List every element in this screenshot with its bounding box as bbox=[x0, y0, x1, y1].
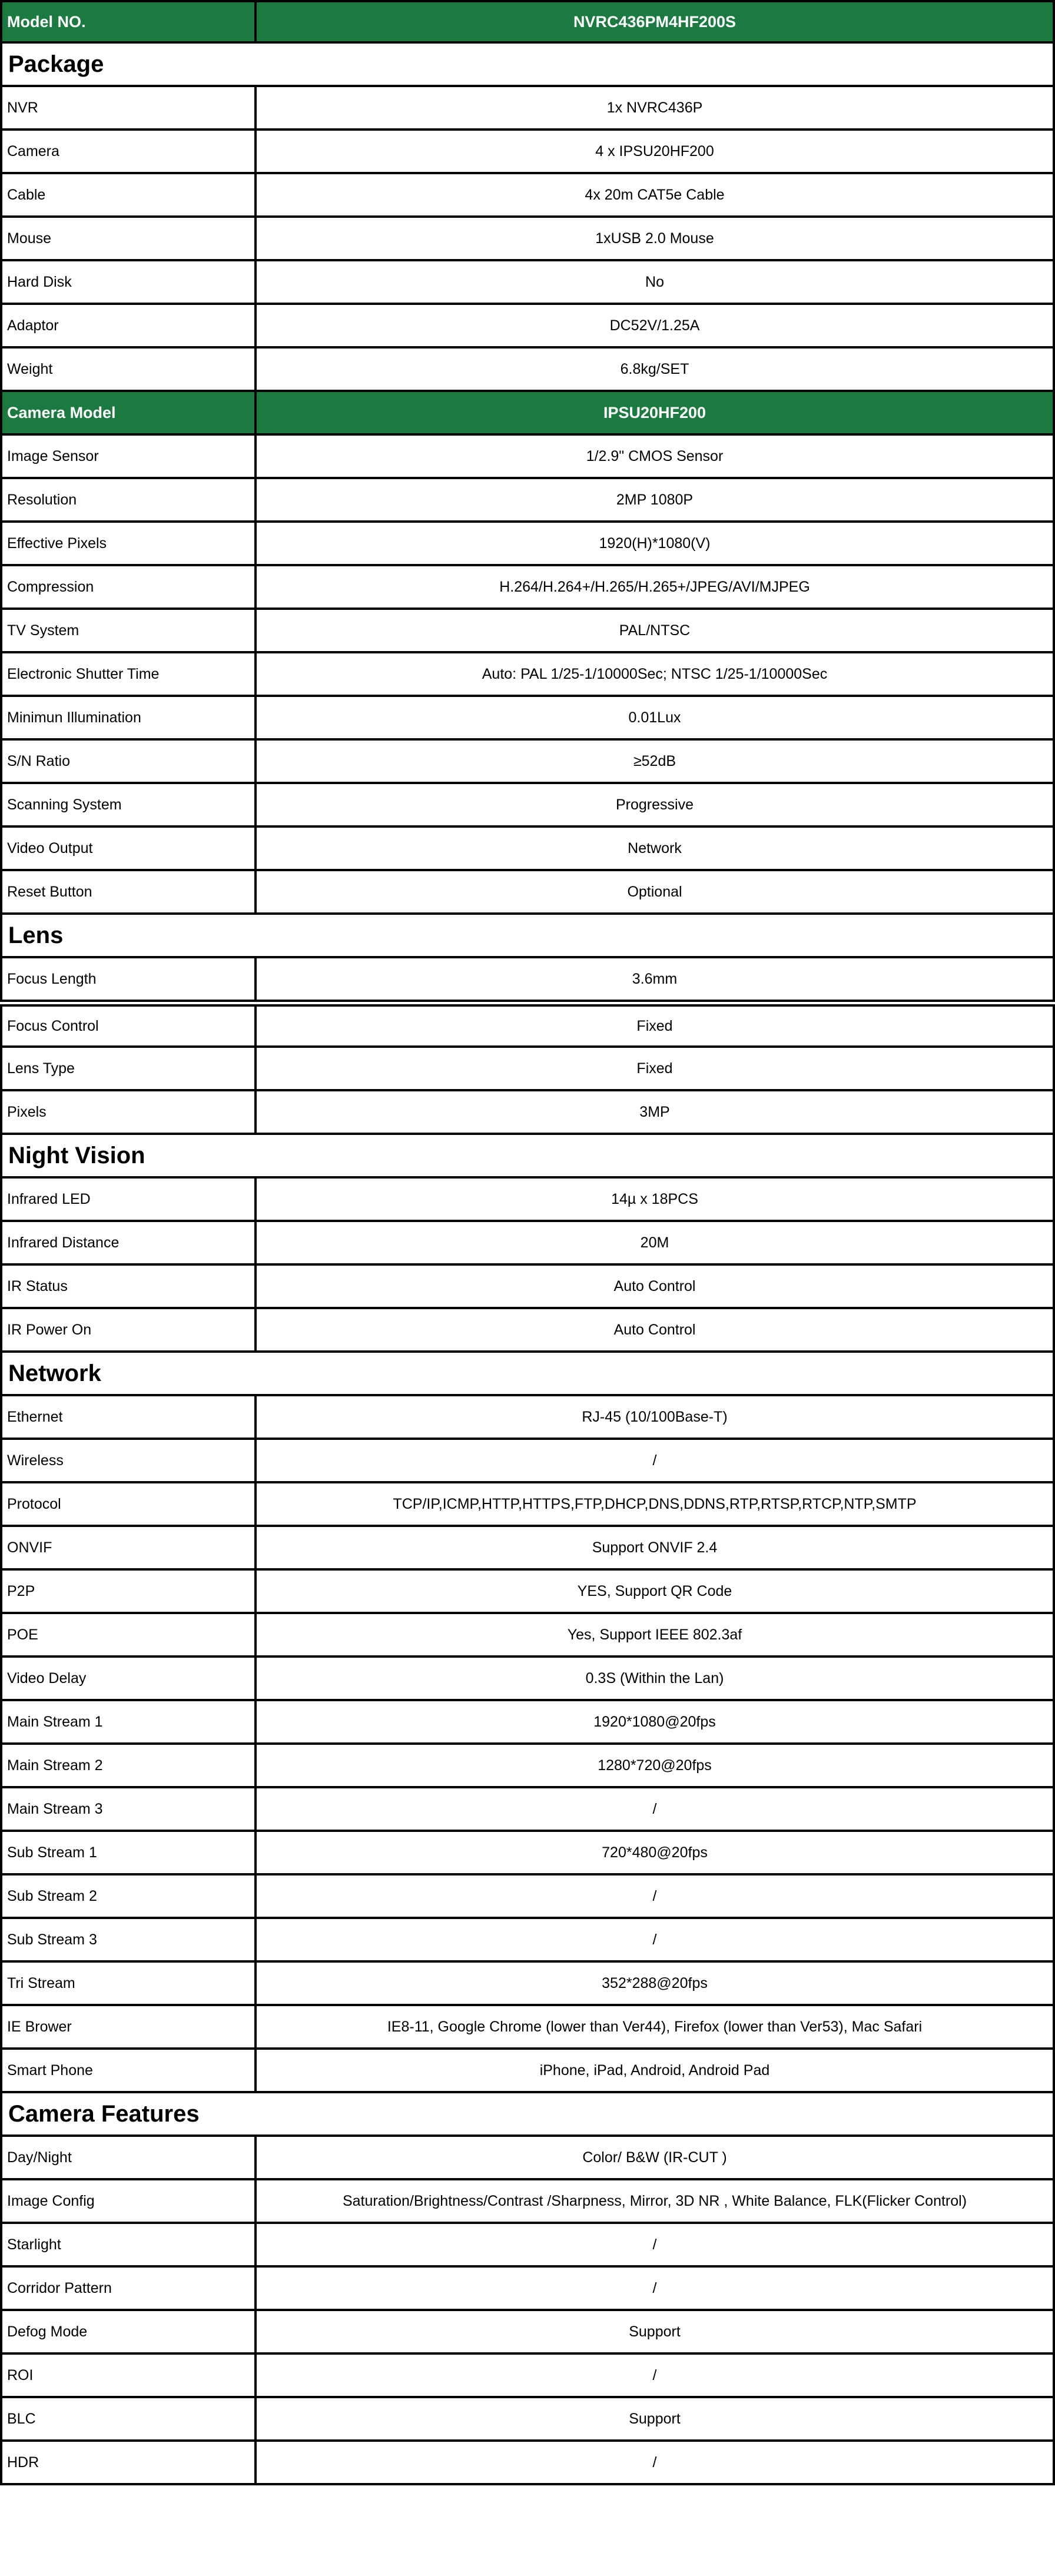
section-title: Network bbox=[0, 1353, 1055, 1396]
spec-label: ROI bbox=[0, 2355, 254, 2398]
spec-row bbox=[0, 523, 1055, 566]
spec-label: Protocol bbox=[0, 1483, 254, 1527]
spec-row bbox=[0, 87, 1055, 131]
spec-value: / bbox=[254, 2224, 1055, 2268]
spec-row bbox=[0, 1222, 1055, 1266]
spec-row bbox=[0, 1614, 1055, 1658]
spec-label: Focus Length bbox=[0, 958, 254, 1002]
spec-row bbox=[0, 2137, 1055, 2180]
spec-label: Mouse bbox=[0, 218, 254, 261]
spec-label: ONVIF bbox=[0, 1527, 254, 1571]
section-header bbox=[0, 44, 1055, 87]
spec-row bbox=[0, 2006, 1055, 2050]
camera-model-value: IPSU20HF200 bbox=[254, 392, 1055, 436]
spec-value: DC52V/1.25A bbox=[254, 305, 1055, 348]
spec-label: Main Stream 3 bbox=[0, 1788, 254, 1832]
spec-value: Auto Control bbox=[254, 1266, 1055, 1309]
spec-label: Sub Stream 3 bbox=[0, 1919, 254, 1963]
spec-label: IE Brower bbox=[0, 2006, 254, 2050]
spec-row bbox=[0, 218, 1055, 261]
spec-value: / bbox=[254, 2442, 1055, 2485]
section-title: Night Vision bbox=[0, 1135, 1055, 1179]
spec-label: Hard Disk bbox=[0, 261, 254, 305]
spec-value: 2MP 1080P bbox=[254, 479, 1055, 523]
spec-row bbox=[0, 1571, 1055, 1614]
spec-label: Ethernet bbox=[0, 1396, 254, 1440]
section-header bbox=[0, 1353, 1055, 1396]
spec-value: ≥52dB bbox=[254, 741, 1055, 784]
spec-label: Focus Control bbox=[0, 1004, 254, 1048]
spec-row bbox=[0, 1004, 1055, 1048]
spec-value: 0.01Lux bbox=[254, 697, 1055, 741]
spec-value: Auto Control bbox=[254, 1309, 1055, 1353]
spec-value: / bbox=[254, 1875, 1055, 1919]
spec-row bbox=[0, 2398, 1055, 2442]
spec-row bbox=[0, 479, 1055, 523]
section-title: Package bbox=[0, 44, 1055, 87]
section-header bbox=[0, 1135, 1055, 1179]
spec-label: Day/Night bbox=[0, 2137, 254, 2180]
spec-value: iPhone, iPad, Android, Android Pad bbox=[254, 2050, 1055, 2093]
spec-value: Support bbox=[254, 2311, 1055, 2355]
spec-value: Fixed bbox=[254, 1004, 1055, 1048]
camera-model-row bbox=[0, 392, 1055, 436]
spec-label: Infrared LED bbox=[0, 1179, 254, 1222]
spec-label: Effective Pixels bbox=[0, 523, 254, 566]
spec-label: Electronic Shutter Time bbox=[0, 653, 254, 697]
spec-value: Support bbox=[254, 2398, 1055, 2442]
spec-row bbox=[0, 1527, 1055, 1571]
spec-label: IR Power On bbox=[0, 1309, 254, 1353]
spec-row bbox=[0, 2355, 1055, 2398]
spec-row bbox=[0, 2180, 1055, 2224]
spec-value: 0.3S (Within the Lan) bbox=[254, 1658, 1055, 1701]
spec-label: Image Config bbox=[0, 2180, 254, 2224]
spec-label: Corridor Pattern bbox=[0, 2268, 254, 2311]
section-title: Camera Features bbox=[0, 2093, 1055, 2137]
spec-label: P2P bbox=[0, 1571, 254, 1614]
spec-label: Scanning System bbox=[0, 784, 254, 828]
spec-row bbox=[0, 610, 1055, 653]
spec-value: 14µ x 18PCS bbox=[254, 1179, 1055, 1222]
spec-value: Network bbox=[254, 828, 1055, 871]
spec-value: 1280*720@20fps bbox=[254, 1745, 1055, 1788]
spec-value: 352*288@20fps bbox=[254, 1963, 1055, 2006]
spec-row bbox=[0, 1483, 1055, 1527]
spec-value: Support ONVIF 2.4 bbox=[254, 1527, 1055, 1571]
model-number-value: NVRC436PM4HF200S bbox=[254, 0, 1055, 44]
spec-label: S/N Ratio bbox=[0, 741, 254, 784]
section-header bbox=[0, 2093, 1055, 2137]
spec-row bbox=[0, 436, 1055, 479]
spec-value: IE8-11, Google Chrome (lower than Ver44), Firefox (lower than Ver53), Mac Safari bbox=[254, 2006, 1055, 2050]
spec-label: Resolution bbox=[0, 479, 254, 523]
spec-value: / bbox=[254, 2268, 1055, 2311]
spec-label: Video Output bbox=[0, 828, 254, 871]
spec-value: Progressive bbox=[254, 784, 1055, 828]
spec-label: Smart Phone bbox=[0, 2050, 254, 2093]
spec-value: Yes, Support IEEE 802.3af bbox=[254, 1614, 1055, 1658]
spec-value: YES, Support QR Code bbox=[254, 1571, 1055, 1614]
section-title: Lens bbox=[0, 915, 1055, 958]
spec-row bbox=[0, 1832, 1055, 1875]
spec-row bbox=[0, 348, 1055, 392]
spec-label: Starlight bbox=[0, 2224, 254, 2268]
spec-value: 3MP bbox=[254, 1091, 1055, 1135]
spec-label: Adaptor bbox=[0, 305, 254, 348]
spec-value: Auto: PAL 1/25-1/10000Sec; NTSC 1/25-1/10000Sec bbox=[254, 653, 1055, 697]
spec-label: Pixels bbox=[0, 1091, 254, 1135]
spec-value: / bbox=[254, 2355, 1055, 2398]
spec-label: Sub Stream 1 bbox=[0, 1832, 254, 1875]
spec-value: 1920*1080@20fps bbox=[254, 1701, 1055, 1745]
spec-row bbox=[0, 2311, 1055, 2355]
spec-label: HDR bbox=[0, 2442, 254, 2485]
spec-label: BLC bbox=[0, 2398, 254, 2442]
spec-value: / bbox=[254, 1440, 1055, 1483]
spec-value: TCP/IP,ICMP,HTTP,HTTPS,FTP,DHCP,DNS,DDNS,RTP,RTSP,RTCP,NTP,SMTP bbox=[254, 1483, 1055, 1527]
spec-row bbox=[0, 697, 1055, 741]
spec-label: Tri Stream bbox=[0, 1963, 254, 2006]
camera-model-label: Camera Model bbox=[0, 392, 254, 436]
model-number-row bbox=[0, 0, 1055, 44]
spec-row bbox=[0, 1788, 1055, 1832]
spec-value: 1xUSB 2.0 Mouse bbox=[254, 218, 1055, 261]
spec-value: Color/ B&W (IR-CUT ) bbox=[254, 2137, 1055, 2180]
spec-label: Sub Stream 2 bbox=[0, 1875, 254, 1919]
spec-value: 3.6mm bbox=[254, 958, 1055, 1002]
spec-row bbox=[0, 305, 1055, 348]
spec-value: Saturation/Brightness/Contrast /Sharpness, Mirror, 3D NR , White Balance, FLK(Flicker Control) bbox=[254, 2180, 1055, 2224]
spec-row bbox=[0, 828, 1055, 871]
spec-label: Main Stream 2 bbox=[0, 1745, 254, 1788]
spec-row bbox=[0, 1266, 1055, 1309]
spec-value: 20M bbox=[254, 1222, 1055, 1266]
spec-row bbox=[0, 2224, 1055, 2268]
spec-row bbox=[0, 2050, 1055, 2093]
spec-value: Optional bbox=[254, 871, 1055, 915]
spec-label: Infrared Distance bbox=[0, 1222, 254, 1266]
spec-label: Image Sensor bbox=[0, 436, 254, 479]
spec-label: Wireless bbox=[0, 1440, 254, 1483]
spec-row bbox=[0, 1919, 1055, 1963]
spec-row bbox=[0, 1179, 1055, 1222]
spec-label: Main Stream 1 bbox=[0, 1701, 254, 1745]
spec-row bbox=[0, 1745, 1055, 1788]
spec-value: 720*480@20fps bbox=[254, 1832, 1055, 1875]
spec-row bbox=[0, 1658, 1055, 1701]
spec-label: Compression bbox=[0, 566, 254, 610]
spec-row bbox=[0, 2442, 1055, 2485]
spec-value: 1/2.9" CMOS Sensor bbox=[254, 436, 1055, 479]
spec-value: / bbox=[254, 1788, 1055, 1832]
spec-value: 4x 20m CAT5e Cable bbox=[254, 174, 1055, 218]
spec-value: H.264/H.264+/H.265/H.265+/JPEG/AVI/MJPEG bbox=[254, 566, 1055, 610]
spec-label: Cable bbox=[0, 174, 254, 218]
spec-label: Defog Mode bbox=[0, 2311, 254, 2355]
spec-label: Minimun Illumination bbox=[0, 697, 254, 741]
spec-row bbox=[0, 1963, 1055, 2006]
spec-row bbox=[0, 784, 1055, 828]
spec-row bbox=[0, 1440, 1055, 1483]
spec-row bbox=[0, 1701, 1055, 1745]
spec-value: 4 x IPSU20HF200 bbox=[254, 131, 1055, 174]
spec-label: TV System bbox=[0, 610, 254, 653]
spec-row bbox=[0, 1091, 1055, 1135]
spec-row bbox=[0, 741, 1055, 784]
section-header bbox=[0, 915, 1055, 958]
spec-label: Weight bbox=[0, 348, 254, 392]
spec-label: Lens Type bbox=[0, 1048, 254, 1091]
spec-value: 1x NVRC436P bbox=[254, 87, 1055, 131]
spec-label: NVR bbox=[0, 87, 254, 131]
spec-row bbox=[0, 174, 1055, 218]
spec-label: Video Delay bbox=[0, 1658, 254, 1701]
spec-row bbox=[0, 566, 1055, 610]
spec-row bbox=[0, 1048, 1055, 1091]
spec-row bbox=[0, 871, 1055, 915]
spec-row bbox=[0, 2268, 1055, 2311]
spec-label: IR Status bbox=[0, 1266, 254, 1309]
spec-row bbox=[0, 653, 1055, 697]
spec-value: PAL/NTSC bbox=[254, 610, 1055, 653]
spec-row bbox=[0, 1875, 1055, 1919]
spec-row bbox=[0, 1309, 1055, 1353]
spec-value: 1920(H)*1080(V) bbox=[254, 523, 1055, 566]
spec-row bbox=[0, 958, 1055, 1002]
spec-value: Fixed bbox=[254, 1048, 1055, 1091]
model-number-label: Model NO. bbox=[0, 0, 254, 44]
spec-row bbox=[0, 261, 1055, 305]
spec-value: / bbox=[254, 1919, 1055, 1963]
spec-label: Reset Button bbox=[0, 871, 254, 915]
spec-value: 6.8kg/SET bbox=[254, 348, 1055, 392]
spec-value: RJ-45 (10/100Base-T) bbox=[254, 1396, 1055, 1440]
spec-row bbox=[0, 131, 1055, 174]
spec-value: No bbox=[254, 261, 1055, 305]
spec-row bbox=[0, 1396, 1055, 1440]
spec-label: POE bbox=[0, 1614, 254, 1658]
spec-label: Camera bbox=[0, 131, 254, 174]
